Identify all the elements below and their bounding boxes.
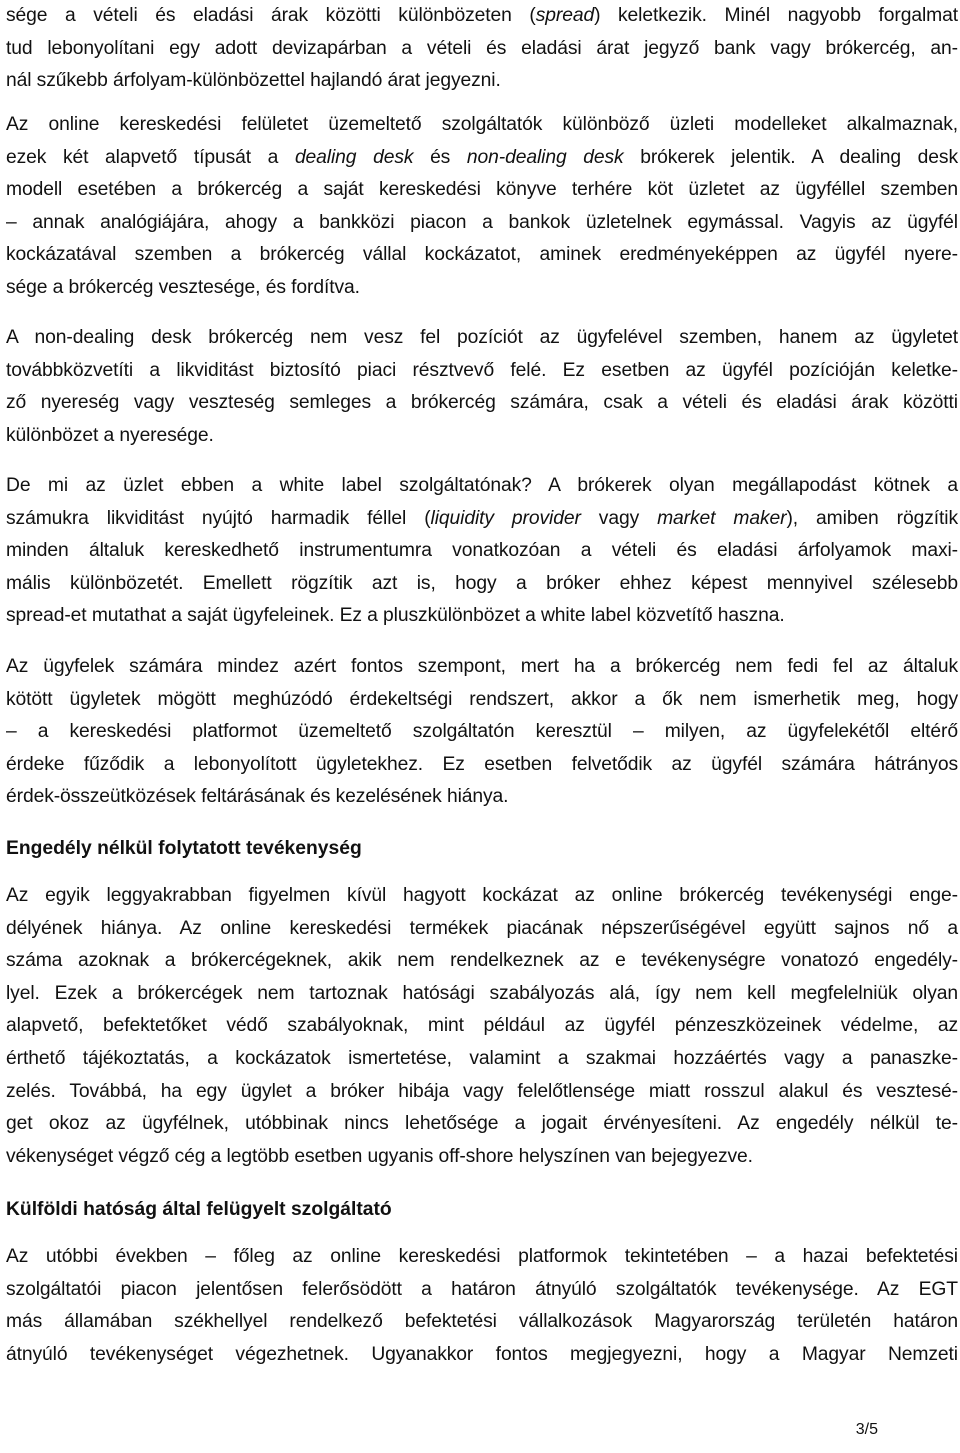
text-line: vékenységet végző cég a legtöbb esetben ugyanis off-shore helyszínen van bejegyezve. [6, 1145, 753, 1167]
text-line: spread-et mutathat a saját ügyfeleinek. Ez a pluszkülönbözet a white label közvetítő haszna. [6, 605, 785, 627]
page-number: 3/5 [855, 1421, 878, 1438]
text-line: más államában székhellyel rendelkező befektetési vállalkozások Magyarország területén határon [6, 1311, 958, 1333]
text-line: száma azoknak a brókercégeknek, akik nem rendelkeznek az e tevékenységre vonatozó engedély- [6, 950, 958, 972]
text-line: továbbközvetíti a likviditást biztosító piaci résztvevő felé. Ez esetben az ügyfél pozícióján keletke- [6, 359, 958, 381]
text-line: – annak analógiájára, ahogy a bankközi piacon a bankok üzletelnek egymással. Vagyis az ügyfél [6, 211, 958, 233]
section-heading-unlicensed: Engedély nélkül folytatott tevékenység [6, 838, 362, 859]
text-line: Az ügyfelek számára mindez azért fontos szempont, mert ha a brókercég nem fedi fel az általuk [6, 656, 958, 677]
text-line: alapvető, befektetőket védő szabályoknak, mint például az ügyfél pénzeszközeinek védelme, az [6, 1015, 958, 1037]
text-line: De mi az üzlet ebben a white label szolgáltatónak? A brókerek olyan megállapodást kötnek a [6, 475, 958, 496]
text-line: számukra likviditást nyújtó harmadik féllel (liquidity provider vagy market maker), amiben rögzítik [6, 507, 959, 529]
text-line: Az utóbbi években – főleg az online kereskedési platformok tekintetében – a hazai befektetési [6, 1246, 958, 1267]
text-line: tud lebonyolítani egy adott devizapárban a vételi és eladási árat jegyző bank vagy brókercég, an- [6, 37, 958, 59]
text-line: get okoz az ügyfélnek, utóbbinak nincs lehetősége a jogait érvényesíteni. Az engedély nélkül te- [6, 1113, 958, 1135]
text-line: zelés. Továbbá, ha egy ügylet a bróker hibája vagy felelőtlensége miatt rosszul alakul és vesztesé- [6, 1080, 958, 1102]
paragraph-business-models [6, 109, 958, 305]
paragraph-conflict-of-interest [6, 651, 958, 814]
text-line: minden általuk kereskedhető instrumentumra vonatkozóan a vételi és eladási árfolyamok maxi- [6, 540, 958, 562]
text-line: mális különbözetét. Emellett rögzítik azt is, hogy a bróker ehhez képest mennyivel szélesebb [6, 572, 958, 594]
text-line: modell esetében a brókercég a saját kereskedési könyve terhére köt üzletet az ügyféllel szemben [6, 179, 958, 201]
text-line: A non-dealing desk brókercég nem vesz fel pozíciót az ügyfelével szemben, hanem az ügyletet [6, 327, 958, 348]
text-line: ző nyereség vagy veszteség semleges a brókercég számára, csak a vételi és eladási árak közötti [6, 392, 958, 414]
paragraph-unlicensed-activity [6, 880, 958, 1173]
paragraph-cross-border [6, 1241, 958, 1371]
text-line: lyel. Ezek a brókercégek nem tartoznak hatósági szabályozás alá, így nem kell megfelelniük olyan [6, 982, 958, 1004]
text-line: – a kereskedési platformot üzemeltető szolgáltatón keresztül – milyen, az ügyfelekétől eltérő [6, 721, 958, 743]
text-line: sége a brókercég vesztesége, és fordítva. [6, 276, 360, 298]
text-line: érdeke fűződik a lebonyolított ügyletekhez. Ez esetben felvetődik az ügyfél számára hátrányos [6, 753, 958, 775]
paragraph-non-dealing-desk [6, 322, 958, 452]
text-line: átnyúló tevékenységet végezhetnek. Ugyanakkor fontos megjegyezni, hogy a Magyar Nemzeti [6, 1343, 958, 1365]
text-line: szolgáltatói piacon jelentősen felerősödött a határon átnyúló szolgáltatók tevékenysége. Az EGT [6, 1278, 958, 1300]
text-line: érdek-összeütközések feltárásának és kezelésének hiánya. [6, 786, 509, 808]
text-line: nál szűkebb árfolyam-különbözettel hajlandó árat jegyezni. [6, 70, 501, 92]
paragraph-white-label [6, 470, 958, 633]
text-line: délyének hiánya. Az online kereskedési termékek piacának népszerűségével együtt sajnos nő a [6, 917, 958, 939]
text-line: érthető tájékoztatás, a kockázatok ismertetése, valamint a szakmai hozzáértés vagy a panaszke- [6, 1047, 958, 1069]
text-line: kockázatával szemben a brókercég vállal kockázatot, aminek eredményeképpen az ügyfél nyere- [6, 244, 958, 266]
paragraph-spread-intro [6, 0, 958, 98]
text-line: különbözet a nyeresége. [6, 424, 214, 446]
section-heading-foreign-supervised: Külföldi hatóság által felügyelt szolgáltató [6, 1199, 392, 1220]
text-line: sége a vételi és eladási árak közötti különbözeten (spread) keletkezik. Minél nagyobb forgalmat [6, 5, 959, 26]
text-line: kötött ügyletek mögött meghúzódó érdekeltségi rendszert, akkor a ők nem ismerhetik meg, hogy [6, 688, 958, 710]
text-line: Az online kereskedési felületet üzemeltető szolgáltatók különböző üzleti modelleket alkalmaznak, [6, 114, 958, 135]
text-line: ezek két alapvető típusát a dealing desk és non-dealing desk brókerek jelentik. A dealing desk [6, 146, 958, 168]
text-line: Az egyik leggyakrabban figyelmen kívül hagyott kockázat az online brókercég tevékenységi enge- [6, 885, 958, 906]
